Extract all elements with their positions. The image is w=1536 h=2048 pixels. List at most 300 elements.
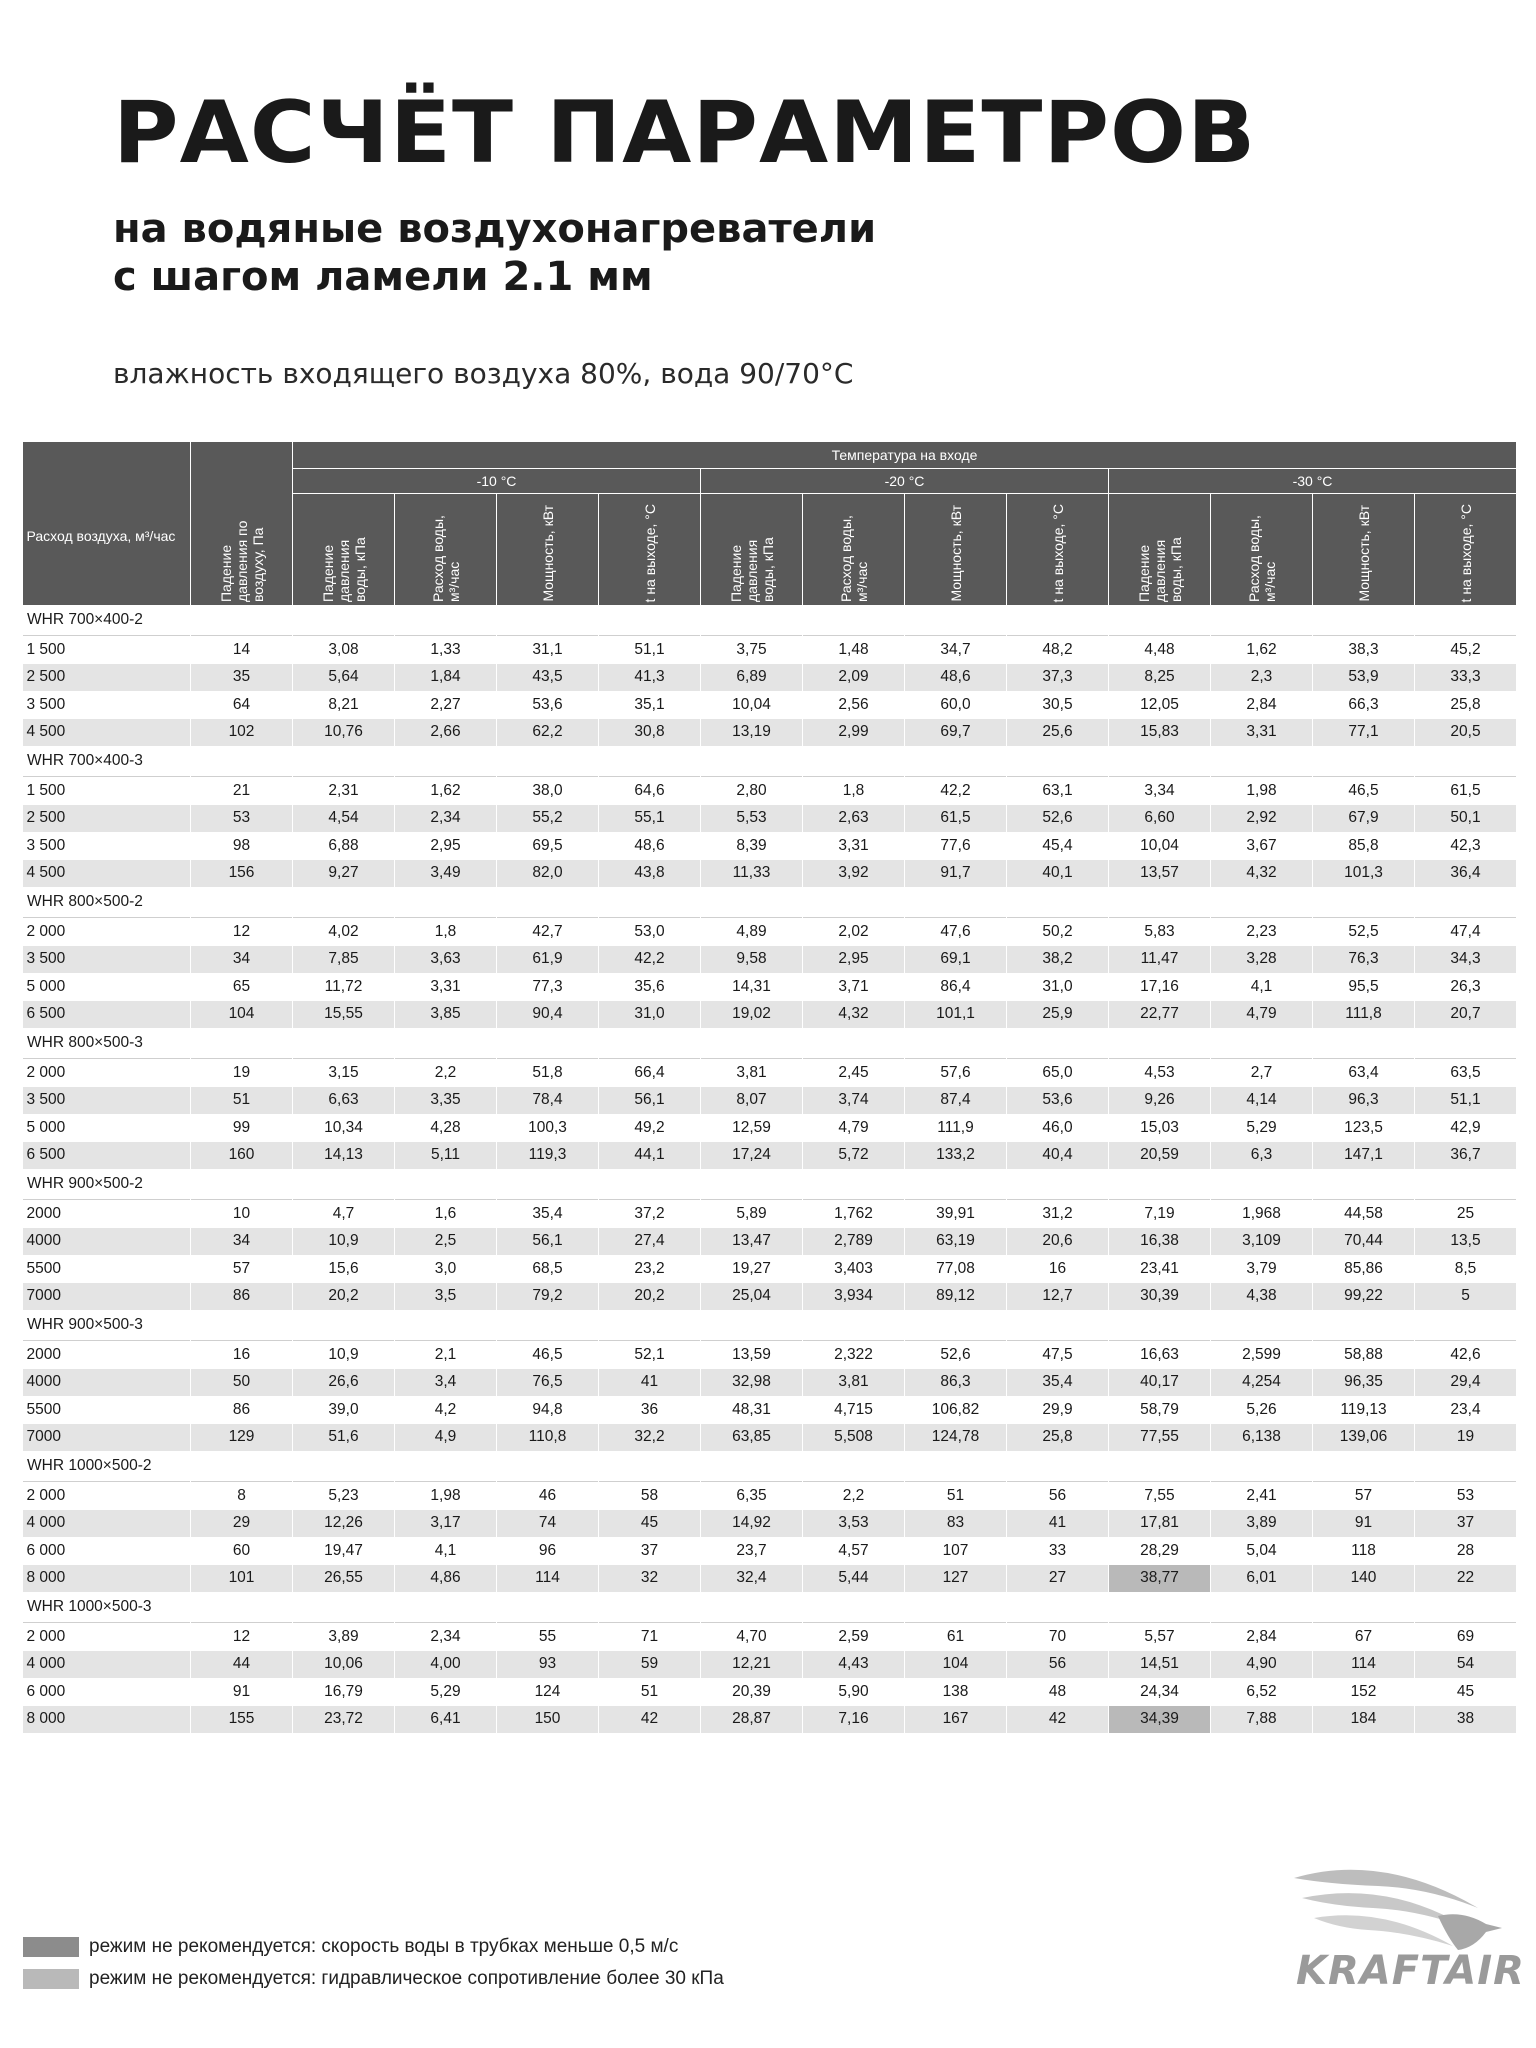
table-row — [23, 1396, 1517, 1424]
table-cell: 2 000 — [23, 1623, 191, 1651]
table-cell: 66,3 — [1313, 691, 1415, 719]
table-cell: 3,79 — [1211, 1255, 1313, 1283]
table-cell: 8,25 — [1109, 664, 1211, 692]
table-cell: 59 — [599, 1651, 701, 1679]
table-cell: 114 — [1313, 1651, 1415, 1679]
table-cell: 7,55 — [1109, 1482, 1211, 1510]
table-cell: 14,92 — [701, 1510, 803, 1538]
table-cell: 2 500 — [23, 664, 191, 692]
table-cell: 37,3 — [1007, 664, 1109, 692]
table-cell: 77,08 — [905, 1255, 1007, 1283]
table-cell: 51 — [905, 1482, 1007, 1510]
table-cell: 4 500 — [23, 719, 191, 747]
table-cell: 35,4 — [497, 1200, 599, 1228]
table-cell: 3,74 — [803, 1087, 905, 1115]
table-cell: 63,5 — [1415, 1059, 1517, 1087]
table-cell: 5 000 — [23, 1114, 191, 1142]
table-cell: 63,4 — [1313, 1059, 1415, 1087]
table-cell: 104 — [905, 1651, 1007, 1679]
table-cell: 5 000 — [23, 973, 191, 1001]
table-row — [23, 1678, 1517, 1706]
table-cell: 6 500 — [23, 1001, 191, 1029]
table-cell: 82,0 — [497, 860, 599, 888]
header-sub-label: Мощность, кВт — [539, 505, 556, 602]
table-cell: 2,84 — [1211, 1623, 1313, 1651]
model-name: WHR 900×500-2 — [23, 1169, 1517, 1200]
table-cell: 3 500 — [23, 691, 191, 719]
table-row — [23, 1369, 1517, 1397]
table-cell: 2,92 — [1211, 805, 1313, 833]
table-cell: 6,35 — [701, 1482, 803, 1510]
page-title: РАСЧЁТ ПАРАМЕТРОВ — [113, 83, 1257, 183]
table-row — [23, 946, 1517, 974]
table-cell: 2,95 — [803, 946, 905, 974]
table-cell: 47,6 — [905, 918, 1007, 946]
table-cell: 8,5 — [1415, 1255, 1517, 1283]
table-cell: 4,79 — [803, 1114, 905, 1142]
table-cell: 65 — [191, 973, 293, 1001]
table-cell: 25,8 — [1007, 1424, 1109, 1452]
table-cell: 2,56 — [803, 691, 905, 719]
table-cell: 3,49 — [395, 860, 497, 888]
model-row — [23, 1310, 1517, 1341]
table-cell: 6 500 — [23, 1142, 191, 1170]
table-row — [23, 1510, 1517, 1538]
table-row — [23, 1087, 1517, 1115]
table-cell: 2,66 — [395, 719, 497, 747]
model-row — [23, 887, 1517, 918]
table-cell: 2,41 — [1211, 1482, 1313, 1510]
table-cell: 26,6 — [293, 1369, 395, 1397]
table-cell: 2,7 — [1211, 1059, 1313, 1087]
table-cell: 37 — [1415, 1510, 1517, 1538]
conditions-note: влажность входящего воздуха 80%, вода 90/70°C — [113, 357, 854, 390]
table-cell: 48 — [1007, 1678, 1109, 1706]
table-cell: 51,1 — [1415, 1087, 1517, 1115]
table-row — [23, 1623, 1517, 1651]
table-cell: 13,47 — [701, 1228, 803, 1256]
table-cell: 1,98 — [395, 1482, 497, 1510]
header-sub-column — [1415, 494, 1517, 606]
table-cell: 5,89 — [701, 1200, 803, 1228]
table-cell: 63,19 — [905, 1228, 1007, 1256]
table-cell: 19,02 — [701, 1001, 803, 1029]
table-cell: 37,2 — [599, 1200, 701, 1228]
table-cell: 61,9 — [497, 946, 599, 974]
table-cell: 6,41 — [395, 1706, 497, 1734]
table-cell: 5500 — [23, 1396, 191, 1424]
table-cell: 28,87 — [701, 1706, 803, 1734]
table-cell: 8,39 — [701, 832, 803, 860]
table-cell: 4,28 — [395, 1114, 497, 1142]
table-cell: 3,81 — [701, 1059, 803, 1087]
table-cell: 45 — [1415, 1678, 1517, 1706]
table-cell: 5 — [1415, 1283, 1517, 1311]
table-cell: 56,1 — [497, 1228, 599, 1256]
table-cell: 42,6 — [1415, 1341, 1517, 1369]
table-cell: 69,1 — [905, 946, 1007, 974]
table-cell: 4,7 — [293, 1200, 395, 1228]
table-cell: 6,138 — [1211, 1424, 1313, 1452]
table-row — [23, 1537, 1517, 1565]
table-cell: 37 — [599, 1537, 701, 1565]
table-cell: 140 — [1313, 1565, 1415, 1593]
table-cell: 3,109 — [1211, 1228, 1313, 1256]
header-temp-group: -30 °C — [1109, 469, 1517, 494]
table-cell: 5,11 — [395, 1142, 497, 1170]
table-row — [23, 1200, 1517, 1228]
table-cell: 99 — [191, 1114, 293, 1142]
table-cell: 44,58 — [1313, 1200, 1415, 1228]
table-cell: 3,63 — [395, 946, 497, 974]
table-cell: 5,44 — [803, 1565, 905, 1593]
table-cell: 29,9 — [1007, 1396, 1109, 1424]
table-cell: 55,1 — [599, 805, 701, 833]
table-cell: 5,23 — [293, 1482, 395, 1510]
table-cell: 86 — [191, 1283, 293, 1311]
table-cell: 19 — [1415, 1424, 1517, 1452]
table-cell: 31,0 — [599, 1001, 701, 1029]
header-sub-label: Расход воды, м³/час — [1245, 515, 1278, 602]
table-cell: 2,2 — [803, 1482, 905, 1510]
table-cell: 4 500 — [23, 860, 191, 888]
table-cell: 71 — [599, 1623, 701, 1651]
table-cell: 20,2 — [599, 1283, 701, 1311]
table-cell: 101,1 — [905, 1001, 1007, 1029]
table-cell: 11,33 — [701, 860, 803, 888]
table-cell: 4,02 — [293, 918, 395, 946]
table-cell: 29,4 — [1415, 1369, 1517, 1397]
model-name: WHR 1000×500-3 — [23, 1592, 1517, 1623]
table-cell: 3,4 — [395, 1369, 497, 1397]
table-cell: 15,6 — [293, 1255, 395, 1283]
table-cell: 3,31 — [395, 973, 497, 1001]
header-air-pressure-label: Падение давления по воздуху, Па — [217, 520, 266, 602]
table-cell: 4,57 — [803, 1537, 905, 1565]
table-cell: 5,72 — [803, 1142, 905, 1170]
table-cell: 16 — [191, 1341, 293, 1369]
table-cell: 9,58 — [701, 946, 803, 974]
table-cell: 10,04 — [1109, 832, 1211, 860]
table-cell: 51 — [191, 1087, 293, 1115]
table-cell: 4,70 — [701, 1623, 803, 1651]
table-row — [23, 1482, 1517, 1510]
table-cell: 5,04 — [1211, 1537, 1313, 1565]
table-cell: 60 — [191, 1537, 293, 1565]
table-cell: 124,78 — [905, 1424, 1007, 1452]
table-cell: 3,403 — [803, 1255, 905, 1283]
table-cell: 20,6 — [1007, 1228, 1109, 1256]
header-sub-column — [1007, 494, 1109, 606]
table-cell: 5500 — [23, 1255, 191, 1283]
table-cell: 4 000 — [23, 1510, 191, 1538]
table-cell: 29 — [191, 1510, 293, 1538]
table-cell: 69,5 — [497, 832, 599, 860]
table-cell: 45,2 — [1415, 636, 1517, 664]
header-sub-column — [1313, 494, 1415, 606]
table-cell: 14 — [191, 636, 293, 664]
table-cell: 46,5 — [1313, 777, 1415, 805]
table-cell: 26,3 — [1415, 973, 1517, 1001]
table-cell: 9,27 — [293, 860, 395, 888]
table-cell: 3,5 — [395, 1283, 497, 1311]
table-cell: 91 — [191, 1678, 293, 1706]
table-cell: 3,08 — [293, 636, 395, 664]
table-cell: 13,59 — [701, 1341, 803, 1369]
table-cell: 19 — [191, 1059, 293, 1087]
table-cell: 3,67 — [1211, 832, 1313, 860]
table-cell: 4,79 — [1211, 1001, 1313, 1029]
table-cell: 51,1 — [599, 636, 701, 664]
header-sub-label: t на выходе, °C — [1457, 503, 1474, 602]
table-cell: 23,41 — [1109, 1255, 1211, 1283]
table-cell: 2,2 — [395, 1059, 497, 1087]
table-cell: 34 — [191, 1228, 293, 1256]
table-cell: 35,1 — [599, 691, 701, 719]
header-airflow: Расход воздуха, м³/час — [23, 442, 191, 605]
table-cell: 86,4 — [905, 973, 1007, 1001]
table-cell: 4,90 — [1211, 1651, 1313, 1679]
table-cell: 3,92 — [803, 860, 905, 888]
legend-swatch-light — [23, 1969, 79, 1989]
table-cell: 51 — [599, 1678, 701, 1706]
table-cell: 2,34 — [395, 805, 497, 833]
table-cell: 86,3 — [905, 1369, 1007, 1397]
table-cell: 150 — [497, 1706, 599, 1734]
table-cell: 91 — [1313, 1510, 1415, 1538]
table-row — [23, 1001, 1517, 1029]
table-cell: 3,35 — [395, 1087, 497, 1115]
table-cell: 8 — [191, 1482, 293, 1510]
model-row — [23, 605, 1517, 636]
table-cell: 42,9 — [1415, 1114, 1517, 1142]
table-cell: 31,0 — [1007, 973, 1109, 1001]
table-cell: 1,968 — [1211, 1200, 1313, 1228]
table-cell: 19,47 — [293, 1537, 395, 1565]
table-cell: 13,57 — [1109, 860, 1211, 888]
table-cell: 53,0 — [599, 918, 701, 946]
table-row — [23, 1255, 1517, 1283]
header-sub-column — [1211, 494, 1313, 606]
table-cell: 1,48 — [803, 636, 905, 664]
header-sub-label: Мощность, кВт — [1355, 505, 1372, 602]
table-cell: 2,23 — [1211, 918, 1313, 946]
table-cell: 101,3 — [1313, 860, 1415, 888]
table-cell: 74 — [497, 1510, 599, 1538]
table-cell: 50,2 — [1007, 918, 1109, 946]
table-cell: 4,1 — [395, 1537, 497, 1565]
table-cell: 38,0 — [497, 777, 599, 805]
table-cell: 9,26 — [1109, 1087, 1211, 1115]
table-cell: 52,5 — [1313, 918, 1415, 946]
table-cell: 39,91 — [905, 1200, 1007, 1228]
table-cell: 27 — [1007, 1565, 1109, 1593]
table-cell: 67 — [1313, 1623, 1415, 1651]
table-cell: 5,90 — [803, 1678, 905, 1706]
table-cell: 5,53 — [701, 805, 803, 833]
table-cell: 32,2 — [599, 1424, 701, 1452]
header-air-pressure — [191, 442, 293, 605]
table-cell: 47,4 — [1415, 918, 1517, 946]
table-cell: 55,2 — [497, 805, 599, 833]
table-cell: 99,22 — [1313, 1283, 1415, 1311]
table-cell: 39,0 — [293, 1396, 395, 1424]
table-cell: 23,72 — [293, 1706, 395, 1734]
table-cell: 2,59 — [803, 1623, 905, 1651]
table-cell: 2,95 — [395, 832, 497, 860]
model-row — [23, 746, 1517, 777]
table-cell: 10,76 — [293, 719, 395, 747]
table-cell: 4,48 — [1109, 636, 1211, 664]
header-sub-column — [1109, 494, 1211, 606]
table-cell: 41 — [599, 1369, 701, 1397]
table-cell: 85,86 — [1313, 1255, 1415, 1283]
table-cell: 4,254 — [1211, 1369, 1313, 1397]
table-cell: 35,6 — [599, 973, 701, 1001]
table-cell: 6,01 — [1211, 1565, 1313, 1593]
table-cell: 10,9 — [293, 1341, 395, 1369]
table-cell: 12,05 — [1109, 691, 1211, 719]
parameters-table — [22, 442, 1516, 1733]
table-cell: 69,7 — [905, 719, 1007, 747]
table-cell: 8,07 — [701, 1087, 803, 1115]
table-cell: 53,6 — [497, 691, 599, 719]
table-cell: 49,2 — [599, 1114, 701, 1142]
table-row — [23, 1142, 1517, 1170]
table-cell: 57 — [1313, 1482, 1415, 1510]
table-cell: 1 500 — [23, 636, 191, 664]
table-cell: 2,789 — [803, 1228, 905, 1256]
table-cell: 4,32 — [803, 1001, 905, 1029]
table-row — [23, 1424, 1517, 1452]
table-cell: 23,2 — [599, 1255, 701, 1283]
legend-item-resistance — [23, 1968, 724, 1990]
table-cell: 124 — [497, 1678, 599, 1706]
header-sub-column — [293, 494, 395, 606]
table-cell: 28,29 — [1109, 1537, 1211, 1565]
table-row — [23, 918, 1517, 946]
table-cell: 5,29 — [1211, 1114, 1313, 1142]
table-cell: 3,89 — [1211, 1510, 1313, 1538]
table-cell: 30,8 — [599, 719, 701, 747]
table-cell: 42,2 — [599, 946, 701, 974]
table-cell: 63,1 — [1007, 777, 1109, 805]
table-cell: 87,4 — [905, 1087, 1007, 1115]
table-cell: 6 000 — [23, 1537, 191, 1565]
header-sub-column — [701, 494, 803, 606]
table-cell: 2 000 — [23, 1059, 191, 1087]
table-cell: 61,5 — [1415, 777, 1517, 805]
table-cell: 48,2 — [1007, 636, 1109, 664]
table-cell: 38,77 — [1109, 1565, 1211, 1593]
table-cell: 26,55 — [293, 1565, 395, 1593]
table-cell: 53,9 — [1313, 664, 1415, 692]
table-cell: 94,8 — [497, 1396, 599, 1424]
table-cell: 2,3 — [1211, 664, 1313, 692]
table-cell: 1,762 — [803, 1200, 905, 1228]
table-cell: 2,09 — [803, 664, 905, 692]
table-cell: 1,6 — [395, 1200, 497, 1228]
table-cell: 2,599 — [1211, 1341, 1313, 1369]
table-cell: 20,2 — [293, 1283, 395, 1311]
legend-text-velocity: режим не рекомендуется: скорость воды в трубках меньше 0,5 м/с — [89, 1936, 679, 1957]
table-cell: 40,1 — [1007, 860, 1109, 888]
table-cell: 77,3 — [497, 973, 599, 1001]
header-sub-column — [497, 494, 599, 606]
table-row — [23, 1059, 1517, 1087]
table-row — [23, 973, 1517, 1001]
table-cell: 42,7 — [497, 918, 599, 946]
table-cell: 12 — [191, 1623, 293, 1651]
table-cell: 5,26 — [1211, 1396, 1313, 1424]
table-cell: 40,4 — [1007, 1142, 1109, 1170]
table-cell: 7000 — [23, 1424, 191, 1452]
table-cell: 8 000 — [23, 1565, 191, 1593]
table-cell: 3 500 — [23, 1087, 191, 1115]
header-sub-column — [395, 494, 497, 606]
table-cell: 33,3 — [1415, 664, 1517, 692]
table-cell: 2,1 — [395, 1341, 497, 1369]
table-cell: 1 500 — [23, 777, 191, 805]
table-cell: 77,6 — [905, 832, 1007, 860]
table-cell: 118 — [1313, 1537, 1415, 1565]
table-cell: 2 000 — [23, 1482, 191, 1510]
table-cell: 2000 — [23, 1341, 191, 1369]
table-cell: 2,45 — [803, 1059, 905, 1087]
legend-text-resistance: режим не рекомендуется: гидравлическое сопротивление более 30 кПа — [89, 1968, 724, 1989]
table-cell: 25,6 — [1007, 719, 1109, 747]
table-cell: 68,5 — [497, 1255, 599, 1283]
table-cell: 16,38 — [1109, 1228, 1211, 1256]
table-cell: 69 — [1415, 1623, 1517, 1651]
table-cell: 48,6 — [905, 664, 1007, 692]
table-body — [23, 605, 1517, 1733]
table-cell: 23,4 — [1415, 1396, 1517, 1424]
subtitle-line-1: на водяные воздухонагреватели — [113, 206, 877, 252]
table-cell: 25,04 — [701, 1283, 803, 1311]
table-cell: 8,21 — [293, 691, 395, 719]
page-subtitle — [113, 205, 876, 301]
table-cell: 52,1 — [599, 1341, 701, 1369]
table-cell: 4,43 — [803, 1651, 905, 1679]
table-cell: 96,35 — [1313, 1369, 1415, 1397]
model-row — [23, 1592, 1517, 1623]
table-cell: 111,9 — [905, 1114, 1007, 1142]
legend-swatch-dark — [23, 1937, 79, 1957]
table-cell: 34,3 — [1415, 946, 1517, 974]
table-cell: 85,8 — [1313, 832, 1415, 860]
model-row — [23, 1169, 1517, 1200]
table-cell: 22 — [1415, 1565, 1517, 1593]
table-cell: 2 000 — [23, 918, 191, 946]
table-cell: 4,54 — [293, 805, 395, 833]
table-cell: 1,98 — [1211, 777, 1313, 805]
table-cell: 5,29 — [395, 1678, 497, 1706]
model-name: WHR 800×500-2 — [23, 887, 1517, 918]
header-sub-column — [905, 494, 1007, 606]
table-cell: 70 — [1007, 1623, 1109, 1651]
table-cell: 53 — [1415, 1482, 1517, 1510]
table-cell: 1,62 — [395, 777, 497, 805]
table-cell: 57 — [191, 1255, 293, 1283]
table-cell: 43,8 — [599, 860, 701, 888]
table-cell: 2,34 — [395, 1623, 497, 1651]
table-cell: 101 — [191, 1565, 293, 1593]
table-cell: 15,03 — [1109, 1114, 1211, 1142]
table-cell: 17,24 — [701, 1142, 803, 1170]
table-cell: 6,63 — [293, 1087, 395, 1115]
table-cell: 36,4 — [1415, 860, 1517, 888]
